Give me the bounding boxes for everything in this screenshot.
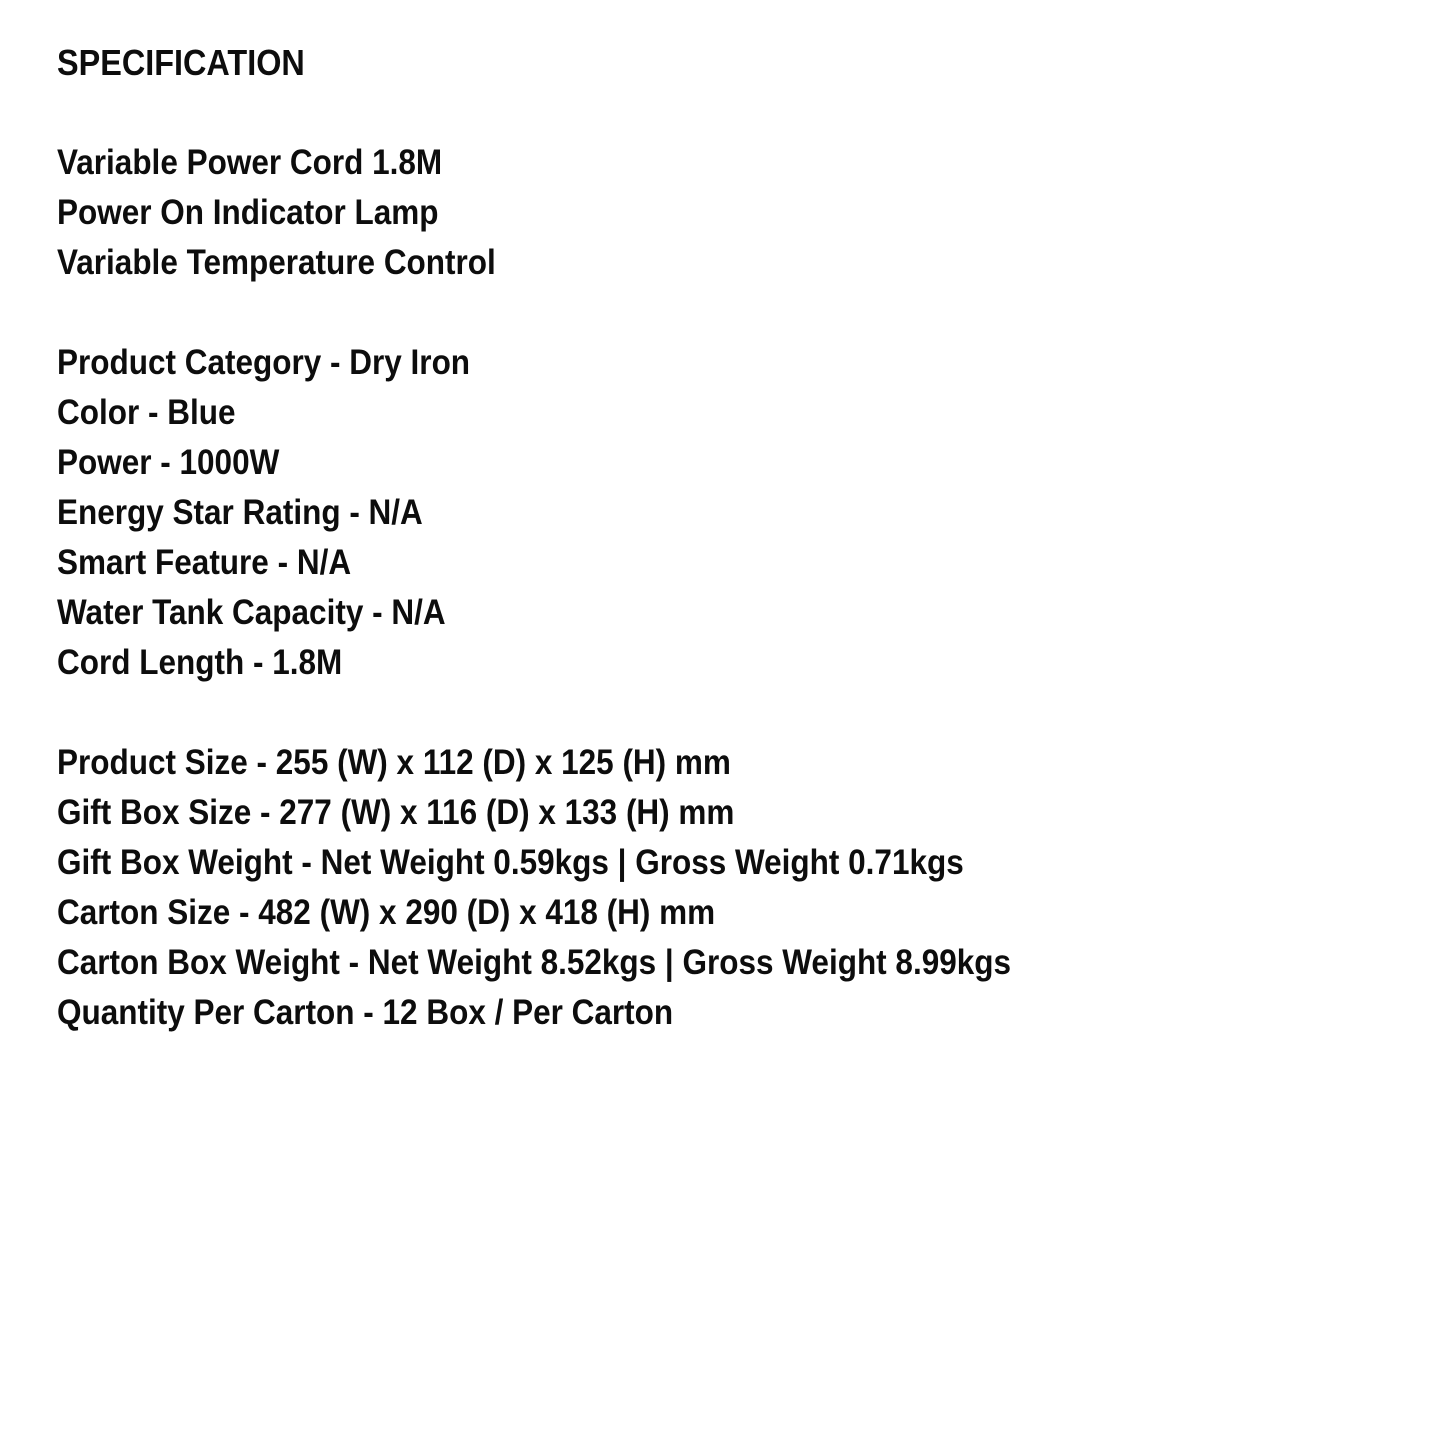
spec-line: Product Size - 255 (W) x 112 (D) x 125 (H) mm [57,743,731,782]
spec-line: Water Tank Capacity - N/A [57,593,446,632]
spec-sheet-content [57,38,1266,1038]
spec-line: Gift Box Size - 277 (W) x 116 (D) x 133 (H) mm [57,793,735,832]
page-title: SPECIFICATION [57,42,305,83]
feature-list [57,138,1266,288]
spec-line: Smart Feature - N/A [57,543,352,582]
spec-line: Product Category - Dry Iron [57,343,471,382]
spec-line: Variable Power Cord 1.8M [57,143,443,182]
spec-line: Power On Indicator Lamp [57,193,439,232]
spec-line: Carton Size - 482 (W) x 290 (D) x 418 (H) mm [57,893,716,932]
attribute-list [57,338,1266,688]
spec-line: Gift Box Weight - Net Weight 0.59kgs | Gross Weight 0.71kgs [57,843,964,882]
spec-line: Power - 1000W [57,443,280,482]
spec-line: Color - Blue [57,393,236,432]
packaging-list [57,738,1266,1038]
spec-line: Quantity Per Carton - 12 Box / Per Carton [57,993,674,1032]
spec-line: Carton Box Weight - Net Weight 8.52kgs | Gross Weight 8.99kgs [57,943,1012,982]
spec-line: Cord Length - 1.8M [57,643,343,682]
spec-line: Energy Star Rating - N/A [57,493,423,532]
spec-line: Variable Temperature Control [57,243,496,282]
